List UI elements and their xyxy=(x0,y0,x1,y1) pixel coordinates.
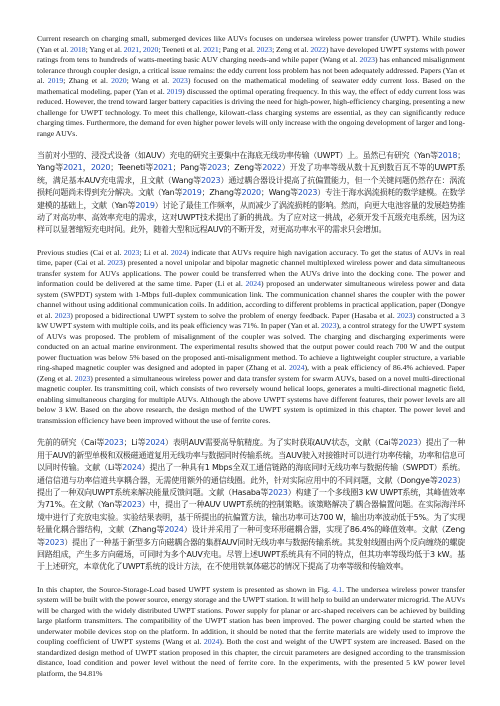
body-text: ）提出了一种基于新型多方向磁耦合器的集群AUV同时无线功率与数据传输系统。其发射线圈由两个反向缠绕的螺旋回路组成，产生多方向磁场，可同时为多个AUV充电。尽管上述UWPT系统具有不同的特点，但其功率等级均低于3 kW。基于上述研究，本章优化了UWPT系统的设计方法，在不使用铁氧体磁芯的情况下提高了功率等级和传输效率。 xyxy=(37,537,466,572)
body-text: ， xyxy=(82,163,91,173)
citation-link[interactable]: 4.1 xyxy=(332,584,343,594)
citation-link[interactable]: 2023 xyxy=(122,500,142,510)
paragraph-chinese xyxy=(37,437,465,573)
citation-link[interactable]: 2022 xyxy=(262,163,282,173)
citation-link[interactable]: 2023 xyxy=(397,310,413,320)
citation-link[interactable]: 2020 xyxy=(90,163,111,173)
body-text: ) has enhanced misalignment tolerance through coupler design, a critical issue remains: the eddy current loss problem has not been adequately addressed. Papers (Yan et al. xyxy=(37,55,466,85)
body-text: ; Pang et al. xyxy=(218,44,257,54)
body-text: ), a control strategy for the UWPT system of AUVs was proposed. The problem of misalignment of the coupler was solved. The charging and discharging experiments were conducted on an actual marine environment. The experimental results showed that the output power could reach 700 W and the output power fluctuation was below 5% based on the proposed anti-misalignment method. To achieve a lightweight coupler structure, a variable ring-shaped magnetic coupler was designed and adopted in paper (Zhang et al. xyxy=(37,321,465,373)
body-text: ). Both the cost and weight of the UWPT system are increased. Based on the standardized design method of UWPT station proposed in this chapter, the circuit parameters are designed according to the transmission distance, load condition and power level without the need of ferrite core. In the experiments, with the presented 5 kW power level platform, the 94.81% xyxy=(37,637,465,678)
citation-link[interactable]: 2023 xyxy=(268,487,288,497)
body-text: ), with a peak efficiency of 86.4% achieved. Paper (Zeng et al. xyxy=(37,363,465,383)
body-text: ；Zeng等 xyxy=(226,163,263,173)
body-text: ；Pang等 xyxy=(172,163,208,173)
paragraph-english xyxy=(37,585,465,680)
citation-link[interactable]: 2019 xyxy=(166,86,183,96)
citation-link[interactable]: 2023 xyxy=(123,247,140,257)
body-text: ; Li et al. xyxy=(139,247,171,257)
citation-link[interactable]: 2024 xyxy=(164,525,184,535)
body-text: In this chapter, the Source-Storage-Load based UWPT system is presented as shown in Fig. xyxy=(37,584,333,594)
body-text: ) discussed the optimal operating frequency. In this way, the effect of eddy current loss was reduced. However, the trend toward larger battery capacities is driving the need for high-power, high-efficiency charging, presenting a new challenge for UWPT technology. To meet this challenge, kilowatt-class charging systems are essential, as they can significantly reduce charging times. Furthermore, the demand for even higher power levels will only increase with the ongoing development of larger and long-range AUVs. xyxy=(37,86,465,138)
body-text: , xyxy=(139,44,143,54)
body-text: ）设计并采用了一种可变环形磁耦合器，实现了86.4%的峰值效率。文献（Zeng等 xyxy=(37,525,465,547)
body-text: ）提出了一种双向UWPT系统来解决能量反馈问题。文献（Hasaba等 xyxy=(37,475,466,497)
body-text: 先前的研究（Cai等 xyxy=(37,438,105,448)
body-text: ；Teeneti等 xyxy=(110,163,154,173)
body-text: ) presented a novel unipolar and bipolar magnetic channel multiplexed wireless power and data simultaneous transfer system for AUVs applications. The power could be transferred when the AUVs drive into the docking cone. The power and information could be delivered at the same time. Paper (Li et al. xyxy=(37,258,465,289)
body-text: ) indicate that AUVs require high navigation accuracy. To get the status of AUVs in real time, paper (Cai et al. xyxy=(37,247,465,268)
body-text: ）专注于海水涡流损耗的数学建模。在数学建模的基础上，文献（Yan等 xyxy=(37,188,466,210)
citation-link[interactable]: 2019 xyxy=(47,76,64,85)
citation-link[interactable]: 2023 xyxy=(207,163,227,173)
paragraph-chinese xyxy=(37,150,465,237)
citation-link[interactable]: 2023 xyxy=(107,258,123,268)
body-text: ）提出了一种用于AUV的新型单极和双极磁通道复用无线功率与数据同时传输系统。当AUV驶入对接锥时可以进行功率传输，功率和信息可以同时传输。文献（Li等 xyxy=(37,438,465,473)
paragraph-english xyxy=(37,248,465,427)
body-text: ；Yang等 xyxy=(37,151,465,173)
citation-link[interactable]: 2023 xyxy=(297,188,318,198)
body-text: ）开发了功率等级从数十瓦到数百瓦不等的UWPT系统，满足基本AUV充电需求，且文献（Wang等 xyxy=(37,163,465,185)
citation-link[interactable]: 2024 xyxy=(245,279,261,289)
citation-link[interactable]: 2018 xyxy=(437,151,458,160)
body-text: ) proposed an underwater simultaneous wireless power and data system (SWPDT) system with 1-Mbps full-duplex communication link. The communication channel shares the coupler with the power channel without using additional communication coils. In addition, according to different problems in practical application, paper (Dongye et al. xyxy=(37,279,465,320)
body-text: ; Wang et al. xyxy=(126,76,173,85)
citation-link[interactable]: 2023 xyxy=(74,373,91,383)
citation-link[interactable]: 2021 xyxy=(123,44,140,54)
paragraph-english xyxy=(37,34,465,139)
body-text: ; Zeng et al. xyxy=(272,44,311,54)
citation-link[interactable]: 2023 xyxy=(320,321,337,331)
body-text: . The undersea wireless power transfer system will be built with the power source, energy storage and the UWPT station. It will help to build an underwater microgrid. The AUVs will be charged with the widely distributed UWPT stations. Power supply for planar or arc-shaped receivers can be achieved by building large platform transmitters. The compatibility of the UWPT station has been improved. The power charging could be started when the underwater mobile devices stop on the platform. In addition, it should be noted that the ferrite materials are widely used to improve the coupling coefficient of UWPT systems (Wang et al. xyxy=(37,584,465,647)
citation-link[interactable]: 2019 xyxy=(135,200,155,210)
citation-link[interactable]: 2023 xyxy=(398,438,418,448)
citation-link[interactable]: 2019 xyxy=(182,188,202,198)
citation-link[interactable]: 2020 xyxy=(111,76,127,85)
citation-link[interactable]: 2023 xyxy=(359,55,375,64)
body-text: ）讨论了最佳工作频率，从而减少了涡流损耗的影响。然而，向更大电池容量的发展趋势推动了对高功率、高效率充电的需求，这对UWPT技术提出了新的挑战。为了应对这一挑战，必须开发千瓦级充电系统，因为这样可以显著缩短充电时间。此外，随着大型和远程AUV的不断开发，对更高功率水平的需求只会增加。 xyxy=(37,200,465,235)
body-text: ）提出了一种具有1 Mbps全双工通信链路的海底同时无线功率与数据传输（SWPDT）系统。通信信道与功率信道共享耦合器，无需使用额外的通信线圈。此外，针对实际应用中的不同问题，文献（Dongye等 xyxy=(37,463,465,485)
body-text: ）构建了一个多线圈3 kW UWPT系统，其峰值效率为71%。在文献（Yan等 xyxy=(37,487,465,510)
citation-link[interactable]: 2022 xyxy=(310,44,326,54)
citation-link[interactable]: 2023 xyxy=(44,537,65,547)
body-text: ; Zhang et al. xyxy=(63,76,112,85)
citation-link[interactable]: 2024 xyxy=(122,463,142,473)
body-text: ; Yang et al. xyxy=(85,44,124,54)
citation-link[interactable]: 2024 xyxy=(145,438,165,448)
citation-link[interactable]: 2021 xyxy=(63,163,83,173)
body-text: ) proposed a bidirectional UWPT system to solve the problem of energy feedback. Paper (Hasaba et al. xyxy=(70,310,398,320)
citation-link[interactable]: 2023 xyxy=(256,44,273,54)
citation-link[interactable]: 2020 xyxy=(142,44,159,54)
citation-link[interactable]: 2021 xyxy=(153,163,173,173)
citation-link[interactable]: 2020 xyxy=(241,188,261,198)
body-text: ) presented a simultaneous wireless power and data transfer system for swarm AUVs, based on a novel multi-directional magnetic coupler. Its transmitting coil, which consists of two reversely wound helical loops, generates a multi-directional magnetic field, enabling simultaneous charging for multiple AUVs. Although the above UWPT systems have different features, their power levels are all below 3 kW. Based on the above research, the design method of the UWPT system is optimized in this chapter. The power level and transmission efficiency have been improved without the use of ferrite cores. xyxy=(37,373,466,425)
body-text: ; Teeneti et al. xyxy=(158,44,204,54)
citation-link[interactable]: 2023 xyxy=(437,475,458,485)
body-text: ) have developed UWPT systems with power ratings from tens to hundreds of watts-meeting basic AUV charging needs-and while paper (Wang et al. xyxy=(37,44,465,64)
document-page xyxy=(37,34,465,690)
body-text: ；Wang等 xyxy=(260,188,298,198)
citation-link[interactable]: 2023 xyxy=(54,310,71,320)
citation-link[interactable]: 2023 xyxy=(201,175,221,185)
body-text: ）表明AUV需要高导航精度。为了实时获取AUV状态，文献（Cai等 xyxy=(164,438,399,448)
citation-link[interactable]: 2024 xyxy=(170,247,187,257)
body-text: ；Zhang等 xyxy=(201,188,242,198)
citation-link[interactable]: 2021 xyxy=(203,44,219,54)
body-text: ；Li等 xyxy=(123,438,146,448)
citation-link[interactable]: 2024 xyxy=(288,363,305,373)
body-text: ）通过耦合器设计提高了抗偏置能力，但一个关键问题仍然存在：涡流损耗问题尚未得到充分解决。文献（Yan等 xyxy=(37,175,465,198)
citation-link[interactable]: 2023 xyxy=(104,438,124,448)
citation-link[interactable]: 2018 xyxy=(70,44,86,54)
body-text: Current research on charging small, submerged devices like AUVs focuses on undersea wireless power transfer (UWPT). While studies (Yan et al. xyxy=(37,34,465,54)
body-text: ) constructed a 3 kW UWPT system with multiple coils, and its peak efficiency was 71%. In paper (Yan et al. xyxy=(37,310,465,331)
body-text: ）中，提出了一种AUV UWPT系统的控制策略。该策略解决了耦合器偏置问题。在实际海洋环境中进行了充放电实验。实验结果表明，基于所提出的抗偏置方法，输出功率可达700 W，输出功率波动低于5%。为了实现轻量化耦合器结构，文献（Zhang等 xyxy=(37,500,465,535)
citation-link[interactable]: 2024 xyxy=(203,637,220,647)
body-text: 当前对小型的、浸没式设备（如AUV）充电的研究主要集中在海底无线功率传输（UWPT）上。虽然已有研究（Yan等 xyxy=(37,151,438,160)
body-text: Previous studies (Cai et al. xyxy=(37,247,124,257)
body-text: ) focused on the mathematical modeling of seawater eddy current loss. Based on the mathematical modeling, paper (Yan et al. xyxy=(37,76,465,96)
citation-link[interactable]: 2023 xyxy=(172,76,188,85)
